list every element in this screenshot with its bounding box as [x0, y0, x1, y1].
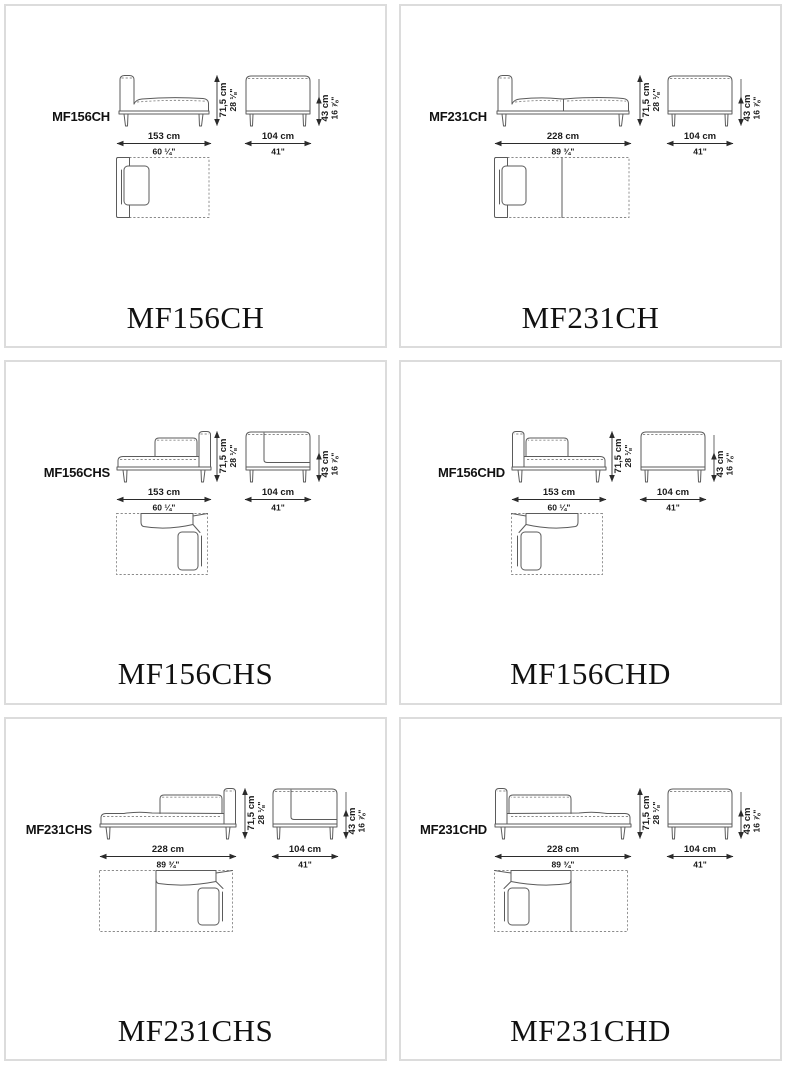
height-dimension	[217, 76, 238, 126]
height-dimension	[612, 432, 633, 482]
seat-height-dimension-cm: 43 cm	[742, 94, 753, 122]
width-dimension	[495, 844, 631, 870]
front-view-drawing	[641, 432, 705, 482]
seat-height-dimension-in: 16 ⅞"	[751, 96, 762, 120]
depth-dimension-in: 41"	[271, 146, 285, 157]
spec-cell-mf231chs	[4, 717, 387, 1061]
technical-drawing-mf156ch	[6, 6, 383, 246]
depth-dimension	[640, 487, 706, 513]
seat-height-dimension	[714, 435, 735, 482]
front-view-drawing	[246, 432, 310, 482]
spec-cell-mf156chs	[4, 360, 387, 704]
depth-dimension	[667, 131, 733, 157]
width-dimension-cm: 153 cm	[542, 487, 576, 499]
model-caption: MF231CHD	[510, 1012, 671, 1048]
width-dimension-cm: 228 cm	[546, 131, 580, 142]
depth-dimension	[245, 487, 311, 513]
top-view-drawing	[495, 870, 628, 931]
width-dimension-in: 60 ¼"	[152, 146, 176, 157]
height-dimension-cm: 71,5 cm	[218, 82, 229, 118]
seat-height-dimension-in: 16 ⅞"	[751, 809, 762, 833]
height-dimension-cm: 71,5 cm	[246, 795, 257, 831]
side-view-drawing	[497, 76, 629, 127]
seat-height-dimension	[319, 79, 340, 126]
model-label: MF156CHD	[437, 465, 505, 481]
height-dimension	[217, 432, 238, 482]
seat-height-dimension-in: 16 ⅞"	[724, 452, 735, 476]
seat-height-dimension-cm: 43 cm	[742, 807, 753, 835]
technical-drawing-mf231chd	[401, 719, 778, 959]
seat-height-dimension-cm: 43 cm	[347, 807, 358, 835]
seat-height-dimension-cm: 43 cm	[715, 450, 726, 478]
seat-height-dimension-in: 16 ⅞"	[329, 96, 340, 120]
depth-dimension-in: 41"	[693, 859, 707, 870]
width-dimension-in: 89 ¾"	[551, 859, 575, 870]
model-caption: MF156CHD	[510, 656, 671, 692]
width-dimension-cm: 228 cm	[151, 843, 185, 855]
side-view-drawing	[119, 76, 209, 127]
depth-dimension-cm: 104 cm	[261, 487, 295, 499]
top-view-drawing	[495, 158, 630, 218]
depth-dimension	[272, 844, 338, 870]
height-dimension-in: 28 ⅛"	[228, 444, 238, 468]
height-dimension-in: 28 ⅛"	[256, 801, 266, 825]
width-dimension-in: 60 ¼"	[547, 502, 571, 513]
side-view-drawing	[117, 432, 211, 483]
front-view-drawing	[273, 789, 337, 839]
height-dimension-cm: 71,5 cm	[641, 795, 652, 831]
width-dimension-cm: 153 cm	[147, 131, 181, 142]
technical-drawing-mf231ch	[401, 6, 778, 246]
height-dimension	[640, 76, 661, 126]
spec-cell-mf156chd	[399, 360, 782, 704]
height-dimension	[245, 788, 266, 838]
seat-height-dimension	[741, 792, 762, 839]
depth-dimension-cm: 104 cm	[683, 131, 717, 142]
model-label: MF231CHD	[419, 821, 487, 837]
model-caption: MF231CHS	[117, 1012, 274, 1048]
side-view-drawing	[512, 432, 606, 483]
width-dimension	[100, 844, 236, 870]
width-dimension	[117, 487, 211, 513]
seat-height-dimension-in: 16 ⅞"	[356, 809, 367, 833]
depth-dimension-cm: 104 cm	[288, 843, 322, 855]
depth-dimension-in: 41"	[298, 859, 312, 870]
seat-height-dimension-in: 16 ⅞"	[329, 452, 340, 476]
width-dimension	[495, 131, 631, 157]
side-view-drawing	[495, 788, 631, 839]
depth-dimension	[245, 131, 311, 157]
model-caption: MF156CH	[126, 300, 265, 335]
model-label: MF231CHS	[25, 821, 92, 837]
model-caption: MF156CHS	[117, 656, 274, 692]
width-dimension	[512, 487, 606, 513]
depth-dimension-in: 41"	[693, 146, 707, 157]
depth-dimension-cm: 104 cm	[656, 487, 690, 499]
width-dimension-cm: 228 cm	[546, 843, 580, 855]
spec-cell-mf156ch	[4, 4, 387, 348]
top-view-drawing	[100, 870, 233, 931]
model-label: MF231CH	[429, 109, 487, 124]
seat-height-dimension	[319, 435, 340, 482]
width-dimension-in: 89 ¾"	[156, 859, 180, 870]
technical-drawing-mf156chd	[401, 362, 778, 602]
width-dimension-in: 89 ¾"	[551, 146, 575, 157]
spec-cell-mf231chd	[399, 717, 782, 1061]
front-view-drawing	[668, 789, 732, 839]
seat-height-dimension	[346, 792, 367, 839]
height-dimension-cm: 71,5 cm	[641, 82, 652, 118]
seat-height-dimension	[741, 79, 762, 126]
side-view-drawing	[100, 788, 236, 839]
height-dimension-in: 28 ⅛"	[228, 88, 238, 112]
width-dimension-in: 60 ¼"	[152, 502, 176, 513]
height-dimension-in: 28 ⅛"	[623, 444, 633, 468]
top-view-drawing	[117, 514, 208, 575]
technical-drawing-mf156chs	[6, 362, 383, 602]
depth-dimension-in: 41"	[666, 502, 680, 513]
height-dimension-cm: 71,5 cm	[613, 438, 624, 474]
depth-dimension	[667, 844, 733, 870]
depth-dimension-cm: 104 cm	[261, 131, 295, 142]
seat-height-dimension-cm: 43 cm	[320, 450, 331, 478]
model-caption: MF231CH	[521, 300, 660, 335]
depth-dimension-cm: 104 cm	[683, 843, 717, 855]
top-view-drawing	[117, 158, 210, 218]
width-dimension	[117, 131, 211, 157]
height-dimension-in: 28 ⅛"	[651, 88, 661, 112]
seat-height-dimension-cm: 43 cm	[320, 94, 331, 122]
height-dimension-cm: 71,5 cm	[218, 438, 229, 474]
model-label: MF156CHS	[43, 465, 110, 481]
width-dimension-cm: 153 cm	[147, 487, 181, 499]
spec-cell-mf231ch	[399, 4, 782, 348]
model-label: MF156CH	[52, 109, 110, 124]
height-dimension	[640, 788, 661, 838]
technical-drawing-mf231chs	[6, 719, 383, 959]
height-dimension-in: 28 ⅛"	[651, 801, 661, 825]
depth-dimension-in: 41"	[271, 502, 285, 513]
front-view-drawing	[246, 76, 310, 126]
top-view-drawing	[512, 514, 603, 575]
front-view-drawing	[668, 76, 732, 126]
